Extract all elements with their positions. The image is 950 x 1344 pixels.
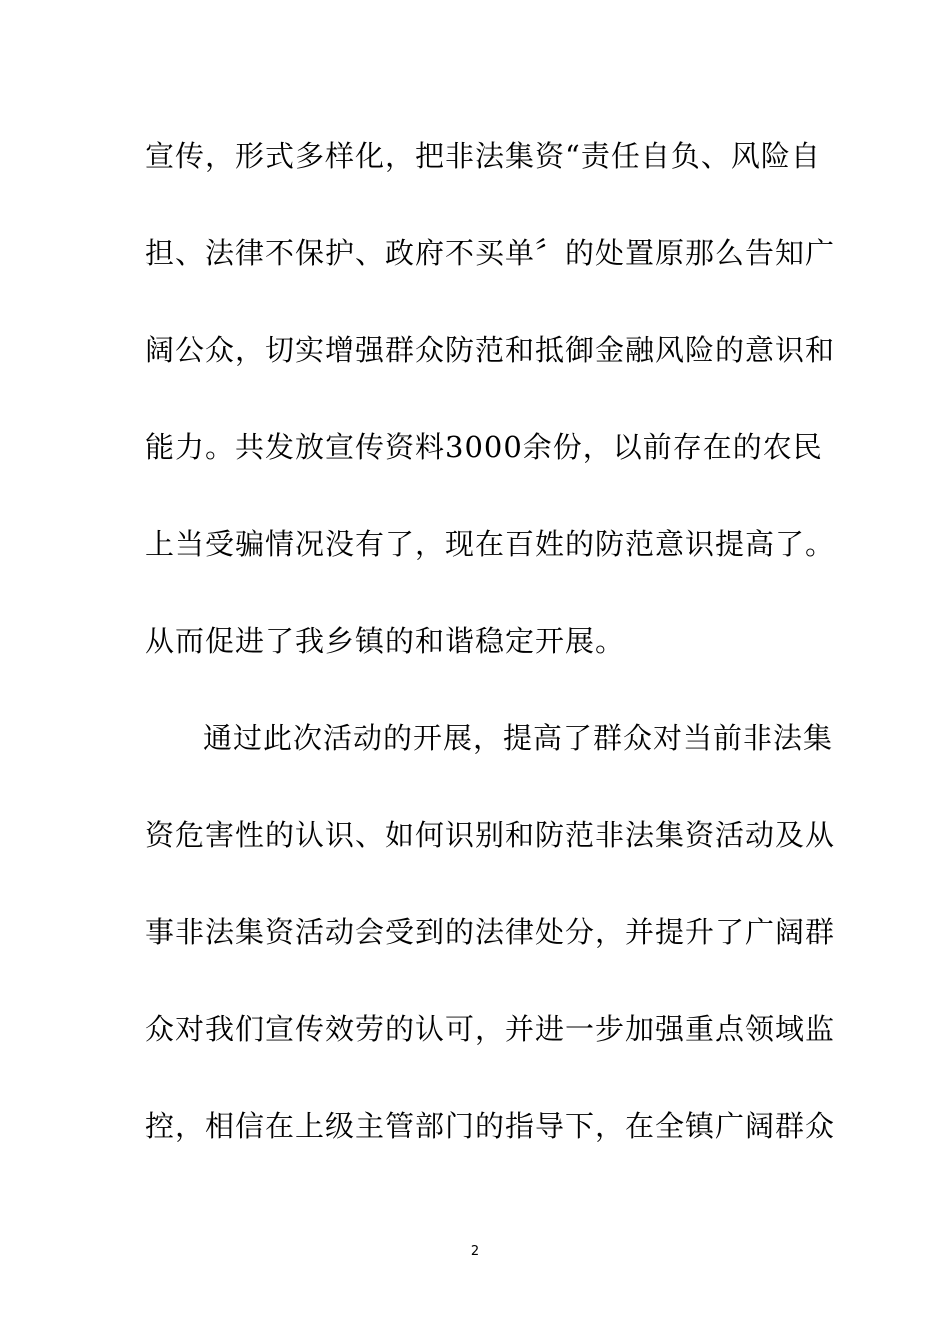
text-line: 事非法集资活动会受到的法律处分，并提升了广阔群: [145, 915, 836, 949]
text-line: 宣传，形式多样化，把非法集资“责任自负、风险自: [145, 139, 821, 173]
text-line: 众对我们宣传效劳的认可，并进一步加强重点领域监: [145, 1012, 836, 1046]
document-body: [145, 124, 836, 1191]
text-line: 阔公众，切实增强群众防范和抵御金融风险的意识和: [145, 333, 836, 367]
text-line: 从而促进了我乡镇的和谐稳定开展。: [145, 624, 626, 658]
text-line: 上当受骗情况没有了，现在百姓的防范意识提高了。: [145, 527, 836, 561]
paragraph-first-line: 通过此次活动的开展，提高了群众对当前非法集: [203, 721, 834, 755]
text-line: 担、法律不保护、政府不买单〞的处置原那么告知广: [145, 236, 836, 270]
page-number: 2: [470, 1244, 480, 1259]
text-line: 控，相信在上级主管部门的指导下，在全镇广阔群众: [145, 1109, 836, 1143]
text-line: 能力。共发放宣传资料3000余份，以前存在的农民: [145, 430, 823, 464]
text-line: 资危害性的认识、如何识别和防范非法集资活动及从: [145, 818, 836, 852]
